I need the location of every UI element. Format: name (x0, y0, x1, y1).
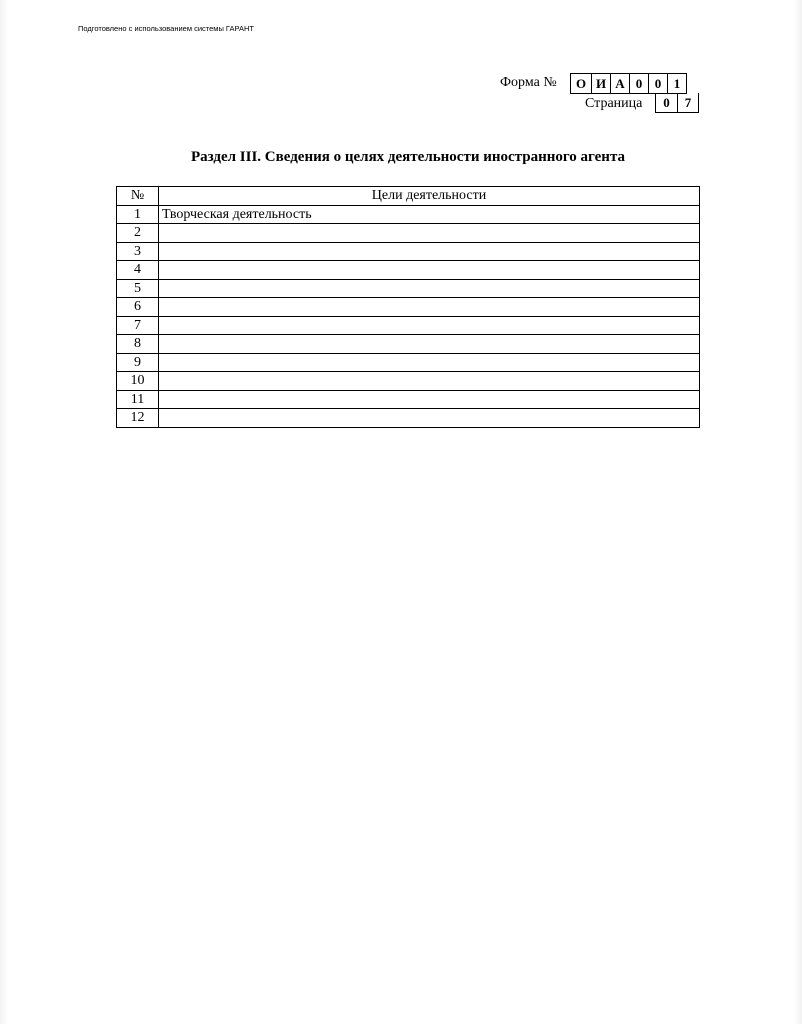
row-number: 12 (117, 409, 159, 428)
row-number: 10 (117, 372, 159, 391)
row-goal (159, 224, 700, 243)
row-goal (159, 298, 700, 317)
section-title: Раздел III. Сведения о целях деятельности иностранного агента (190, 149, 626, 165)
row-goal (159, 353, 700, 372)
row-goal (159, 409, 700, 428)
table-row (117, 279, 700, 298)
table-row (117, 390, 700, 409)
table-row (117, 242, 700, 261)
row-number: 6 (117, 298, 159, 317)
row-number: 11 (117, 390, 159, 409)
header-goals: Цели деятельности (159, 187, 700, 206)
form-code-cell: О (575, 76, 587, 91)
page-code-boxes (655, 93, 699, 113)
form-code-boxes (570, 73, 687, 94)
form-code-cell: 0 (648, 74, 667, 93)
table-row (117, 316, 700, 335)
table-row (117, 261, 700, 280)
row-goal (159, 372, 700, 391)
row-goal: Творческая деятельность (159, 205, 700, 224)
goals-table (116, 186, 700, 428)
row-number: 4 (117, 261, 159, 280)
row-number: 1 (117, 205, 159, 224)
row-goal (159, 261, 700, 280)
goals-table-body (117, 205, 700, 427)
row-goal (159, 335, 700, 354)
row-number: 8 (117, 335, 159, 354)
table-row (117, 224, 700, 243)
row-number: 2 (117, 224, 159, 243)
header-note: Подготовлено с использованием системы ГАРАНТ (78, 24, 254, 33)
form-code-cell: И (591, 74, 610, 93)
table-row (117, 335, 700, 354)
form-code-cell: 0 (629, 74, 648, 93)
table-header-row (117, 187, 700, 206)
row-number: 5 (117, 279, 159, 298)
table-row (117, 205, 700, 224)
page-code-cell: 0 (663, 95, 670, 110)
table-row (117, 409, 700, 428)
header-number: № (117, 187, 159, 206)
row-goal (159, 390, 700, 409)
row-goal (159, 279, 700, 298)
page-code-cell: 7 (677, 93, 698, 112)
form-code-cell: А (610, 74, 629, 93)
row-number: 7 (117, 316, 159, 335)
page-label: Страница (585, 96, 643, 111)
row-number: 9 (117, 353, 159, 372)
row-number: 3 (117, 242, 159, 261)
row-goal (159, 242, 700, 261)
form-label: Форма № (500, 75, 557, 90)
row-goal (159, 316, 700, 335)
form-code-cell: 1 (667, 74, 686, 93)
table-row (117, 353, 700, 372)
table-row (117, 298, 700, 317)
table-row (117, 372, 700, 391)
